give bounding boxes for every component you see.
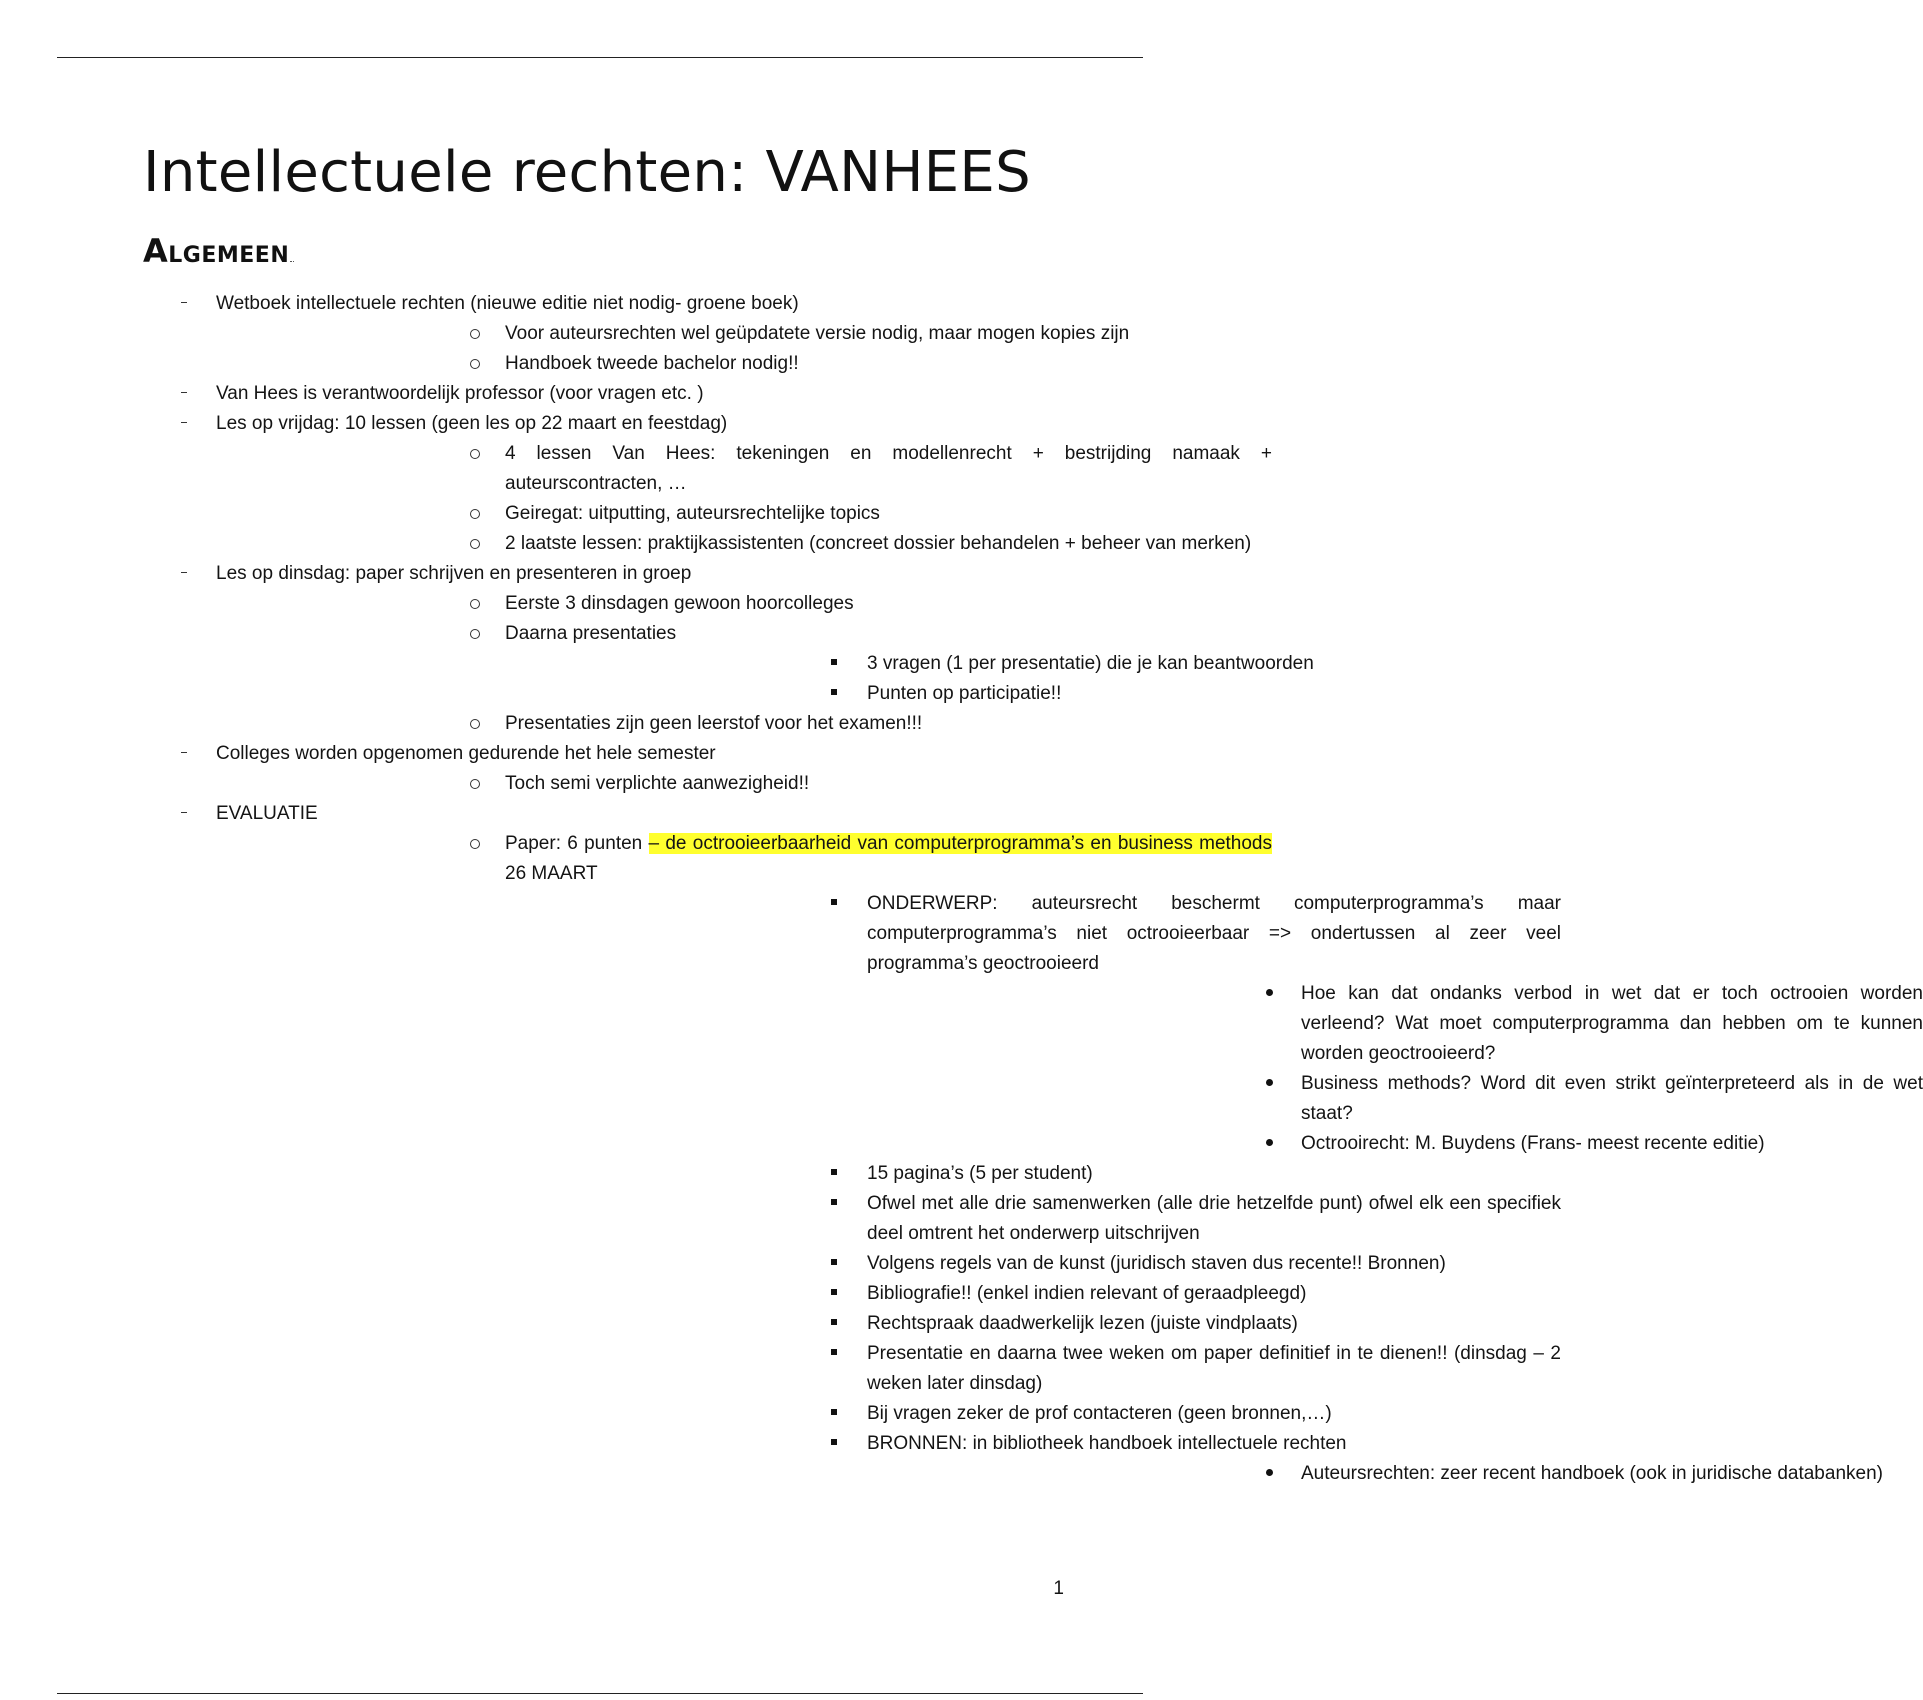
- list-item: [505, 1249, 1561, 1279]
- circle-bullet-icon: [470, 349, 480, 379]
- list-item-text: 15 pagina’s (5 per student): [867, 1163, 1093, 1184]
- list-item: [867, 1459, 1923, 1489]
- list-item-text: Geiregat: uitputting, auteursrechtelijke topics: [505, 503, 880, 524]
- square-bullet-icon: [831, 1189, 837, 1219]
- list-item-text: 4 lessen Van Hees: tekeningen en modellenrecht + bestrijding namaak + auteurscontracten, …: [505, 443, 1272, 494]
- list-item-text: Presentatie en daarna twee weken om paper definitief in te dienen!! (dinsdag – 2 weken later dinsdag): [867, 1343, 1561, 1394]
- list-item-text: Colleges worden opgenomen gedurende het hele semester: [216, 743, 716, 764]
- page-number: 1: [1053, 1578, 1064, 1599]
- square-bullet-icon: [831, 1249, 837, 1279]
- list-item-wetboek: [0, 289, 1130, 379]
- list-item: [505, 1399, 1561, 1429]
- circle-bullet-icon: [470, 499, 480, 529]
- section-heading-text: Algemeen: [143, 232, 290, 270]
- list-item: [505, 649, 1561, 679]
- circle-bullet-icon: [470, 709, 480, 739]
- list-item-paper: [216, 829, 1923, 1489]
- list-item-text: Bibliografie!! (enkel indien relevant of geraadpleegd): [867, 1283, 1307, 1304]
- list-item: [505, 1279, 1561, 1309]
- list-item-text: Handboek tweede bachelor nodig!!: [505, 353, 799, 374]
- list-item-text: 3 vragen (1 per presentatie) die je kan beantwoorden: [867, 653, 1314, 674]
- list-item-text: Octrooirecht: M. Buydens (Frans- meest recente editie): [1301, 1133, 1765, 1154]
- list-item-text: Van Hees is verantwoordelijk professor (voor vragen etc. ): [216, 383, 704, 404]
- paper-deadline: 26 MAART: [505, 863, 598, 884]
- square-bullet-icon: [831, 1159, 837, 1189]
- list-item: [867, 979, 1923, 1069]
- list-item-text: Wetboek intellectuele rechten (nieuwe editie niet nodig- groene boek): [216, 293, 799, 314]
- list-item-onderwerp: [505, 889, 1923, 1159]
- square-bullet-icon: [831, 1429, 837, 1459]
- list-item-text: Business methods? Word dit even strikt geïnterpreteerd als in de wet staat?: [1301, 1073, 1923, 1124]
- list-item-text: Toch semi verplichte aanwezigheid!!: [505, 773, 810, 794]
- list-item: [505, 679, 1561, 709]
- header-rule: [57, 57, 1143, 58]
- list-item-text: Volgens regels van de kunst (juridisch staven dus recente!! Bronnen): [867, 1253, 1446, 1274]
- square-bullet-icon: [831, 679, 837, 709]
- list-item-text: Hoe kan dat ondanks verbod in wet dat er toch octrooien worden verleend? Wat moet computerprogramma dan hebben om te kunnen worden geoctrooieerd?: [1301, 983, 1923, 1064]
- square-bullet-icon: [831, 649, 837, 679]
- dash-bullet-icon: [181, 379, 187, 409]
- list-item-text: EVALUATIE: [216, 803, 318, 824]
- list-item-text: Presentaties zijn geen leerstof voor het examen!!!: [505, 713, 923, 734]
- list-item-text: Bij vragen zeker de prof contacteren (geen bronnen,…): [867, 1403, 1332, 1424]
- list-item-text: Les op dinsdag: paper schrijven en presenteren in groep: [216, 563, 692, 584]
- heading-anchor-mark: [290, 261, 294, 262]
- list-item: [505, 1309, 1561, 1339]
- list-item-text: Rechtspraak daadwerkelijk lezen (juiste vindplaats): [867, 1313, 1298, 1334]
- circle-bullet-icon: [470, 589, 480, 619]
- square-bullet-icon: [831, 889, 837, 919]
- dot-bullet-icon: [1266, 979, 1273, 1009]
- dash-bullet-icon: [181, 799, 187, 829]
- list-item: [216, 499, 1272, 529]
- list-item-text: Les op vrijdag: 10 lessen (geen les op 22 maart en feestdag): [216, 413, 728, 434]
- list-item-text: Voor auteursrechten wel geüpdatete versie nodig, maar mogen kopies zijn: [505, 323, 1130, 344]
- square-bullet-icon: [831, 1279, 837, 1309]
- list-item-text: Eerste 3 dinsdagen gewoon hoorcolleges: [505, 593, 854, 614]
- circle-bullet-icon: [470, 829, 480, 859]
- list-item-text: Punten op participatie!!: [867, 683, 1062, 704]
- circle-bullet-icon: [470, 439, 480, 469]
- list-item: [216, 439, 1272, 499]
- paper-prefix: Paper: 6 punten: [505, 833, 649, 854]
- list-item-vrijdag: [0, 409, 1272, 559]
- list-item: [505, 1339, 1561, 1399]
- list-item: [216, 769, 1272, 799]
- document-title: Intellectuele rechten: VANHEES: [143, 140, 1031, 205]
- square-bullet-icon: [831, 1309, 837, 1339]
- circle-bullet-icon: [470, 769, 480, 799]
- list-item-text: Ofwel met alle drie samenwerken (alle drie hetzelfde punt) ofwel elk een specifiek deel omtrent het onderwerp uitschrijven: [867, 1193, 1561, 1244]
- list-item-text: BRONNEN: in bibliotheek handboek intellectuele rechten: [867, 1433, 1347, 1454]
- list-item: [216, 589, 1272, 619]
- circle-bullet-icon: [470, 319, 480, 349]
- dash-bullet-icon: [181, 559, 187, 589]
- paper-topic-highlight: – de octrooieerbaarheid van computerprogramma’s en business methods: [648, 833, 1272, 854]
- circle-bullet-icon: [470, 619, 480, 649]
- dot-bullet-icon: [1266, 1459, 1273, 1489]
- notes-outline: [0, 289, 1923, 1489]
- list-item: [216, 529, 1272, 559]
- dash-bullet-icon: [181, 739, 187, 769]
- list-item: [216, 349, 1272, 379]
- list-item-vanhees: [0, 379, 1056, 409]
- square-bullet-icon: [831, 1399, 837, 1429]
- dot-bullet-icon: [1266, 1129, 1273, 1159]
- square-bullet-icon: [831, 1339, 837, 1369]
- dash-bullet-icon: [181, 409, 187, 439]
- footer-rule: [57, 1693, 1143, 1694]
- list-item-text: 2 laatste lessen: praktijkassistenten (concreet dossier behandelen + beheer van merken): [505, 533, 1252, 554]
- list-item: [216, 619, 1314, 709]
- list-item-evaluatie: [0, 799, 1923, 1489]
- list-item: [216, 319, 1272, 349]
- dash-bullet-icon: [181, 289, 187, 319]
- list-item: [505, 1189, 1561, 1249]
- list-item-colleges: [0, 739, 1056, 799]
- list-item: [867, 1069, 1923, 1129]
- list-item: [216, 709, 1272, 739]
- list-item: [867, 1129, 1923, 1159]
- list-item-dinsdag: [0, 559, 1314, 739]
- dot-bullet-icon: [1266, 1069, 1273, 1099]
- circle-bullet-icon: [470, 529, 480, 559]
- list-item: [505, 1429, 1883, 1489]
- section-heading: [143, 231, 294, 271]
- list-item: [505, 1159, 1561, 1189]
- list-item-text: Auteursrechten: zeer recent handboek (ook in juridische databanken): [1301, 1463, 1883, 1484]
- list-item-text: ONDERWERP: auteursrecht beschermt computerprogramma’s maar computerprogramma’s niet octrooieerbaar => ondertussen al zeer veel programma’s geoctrooieerd: [867, 893, 1561, 974]
- list-item-text: Daarna presentaties: [505, 623, 677, 644]
